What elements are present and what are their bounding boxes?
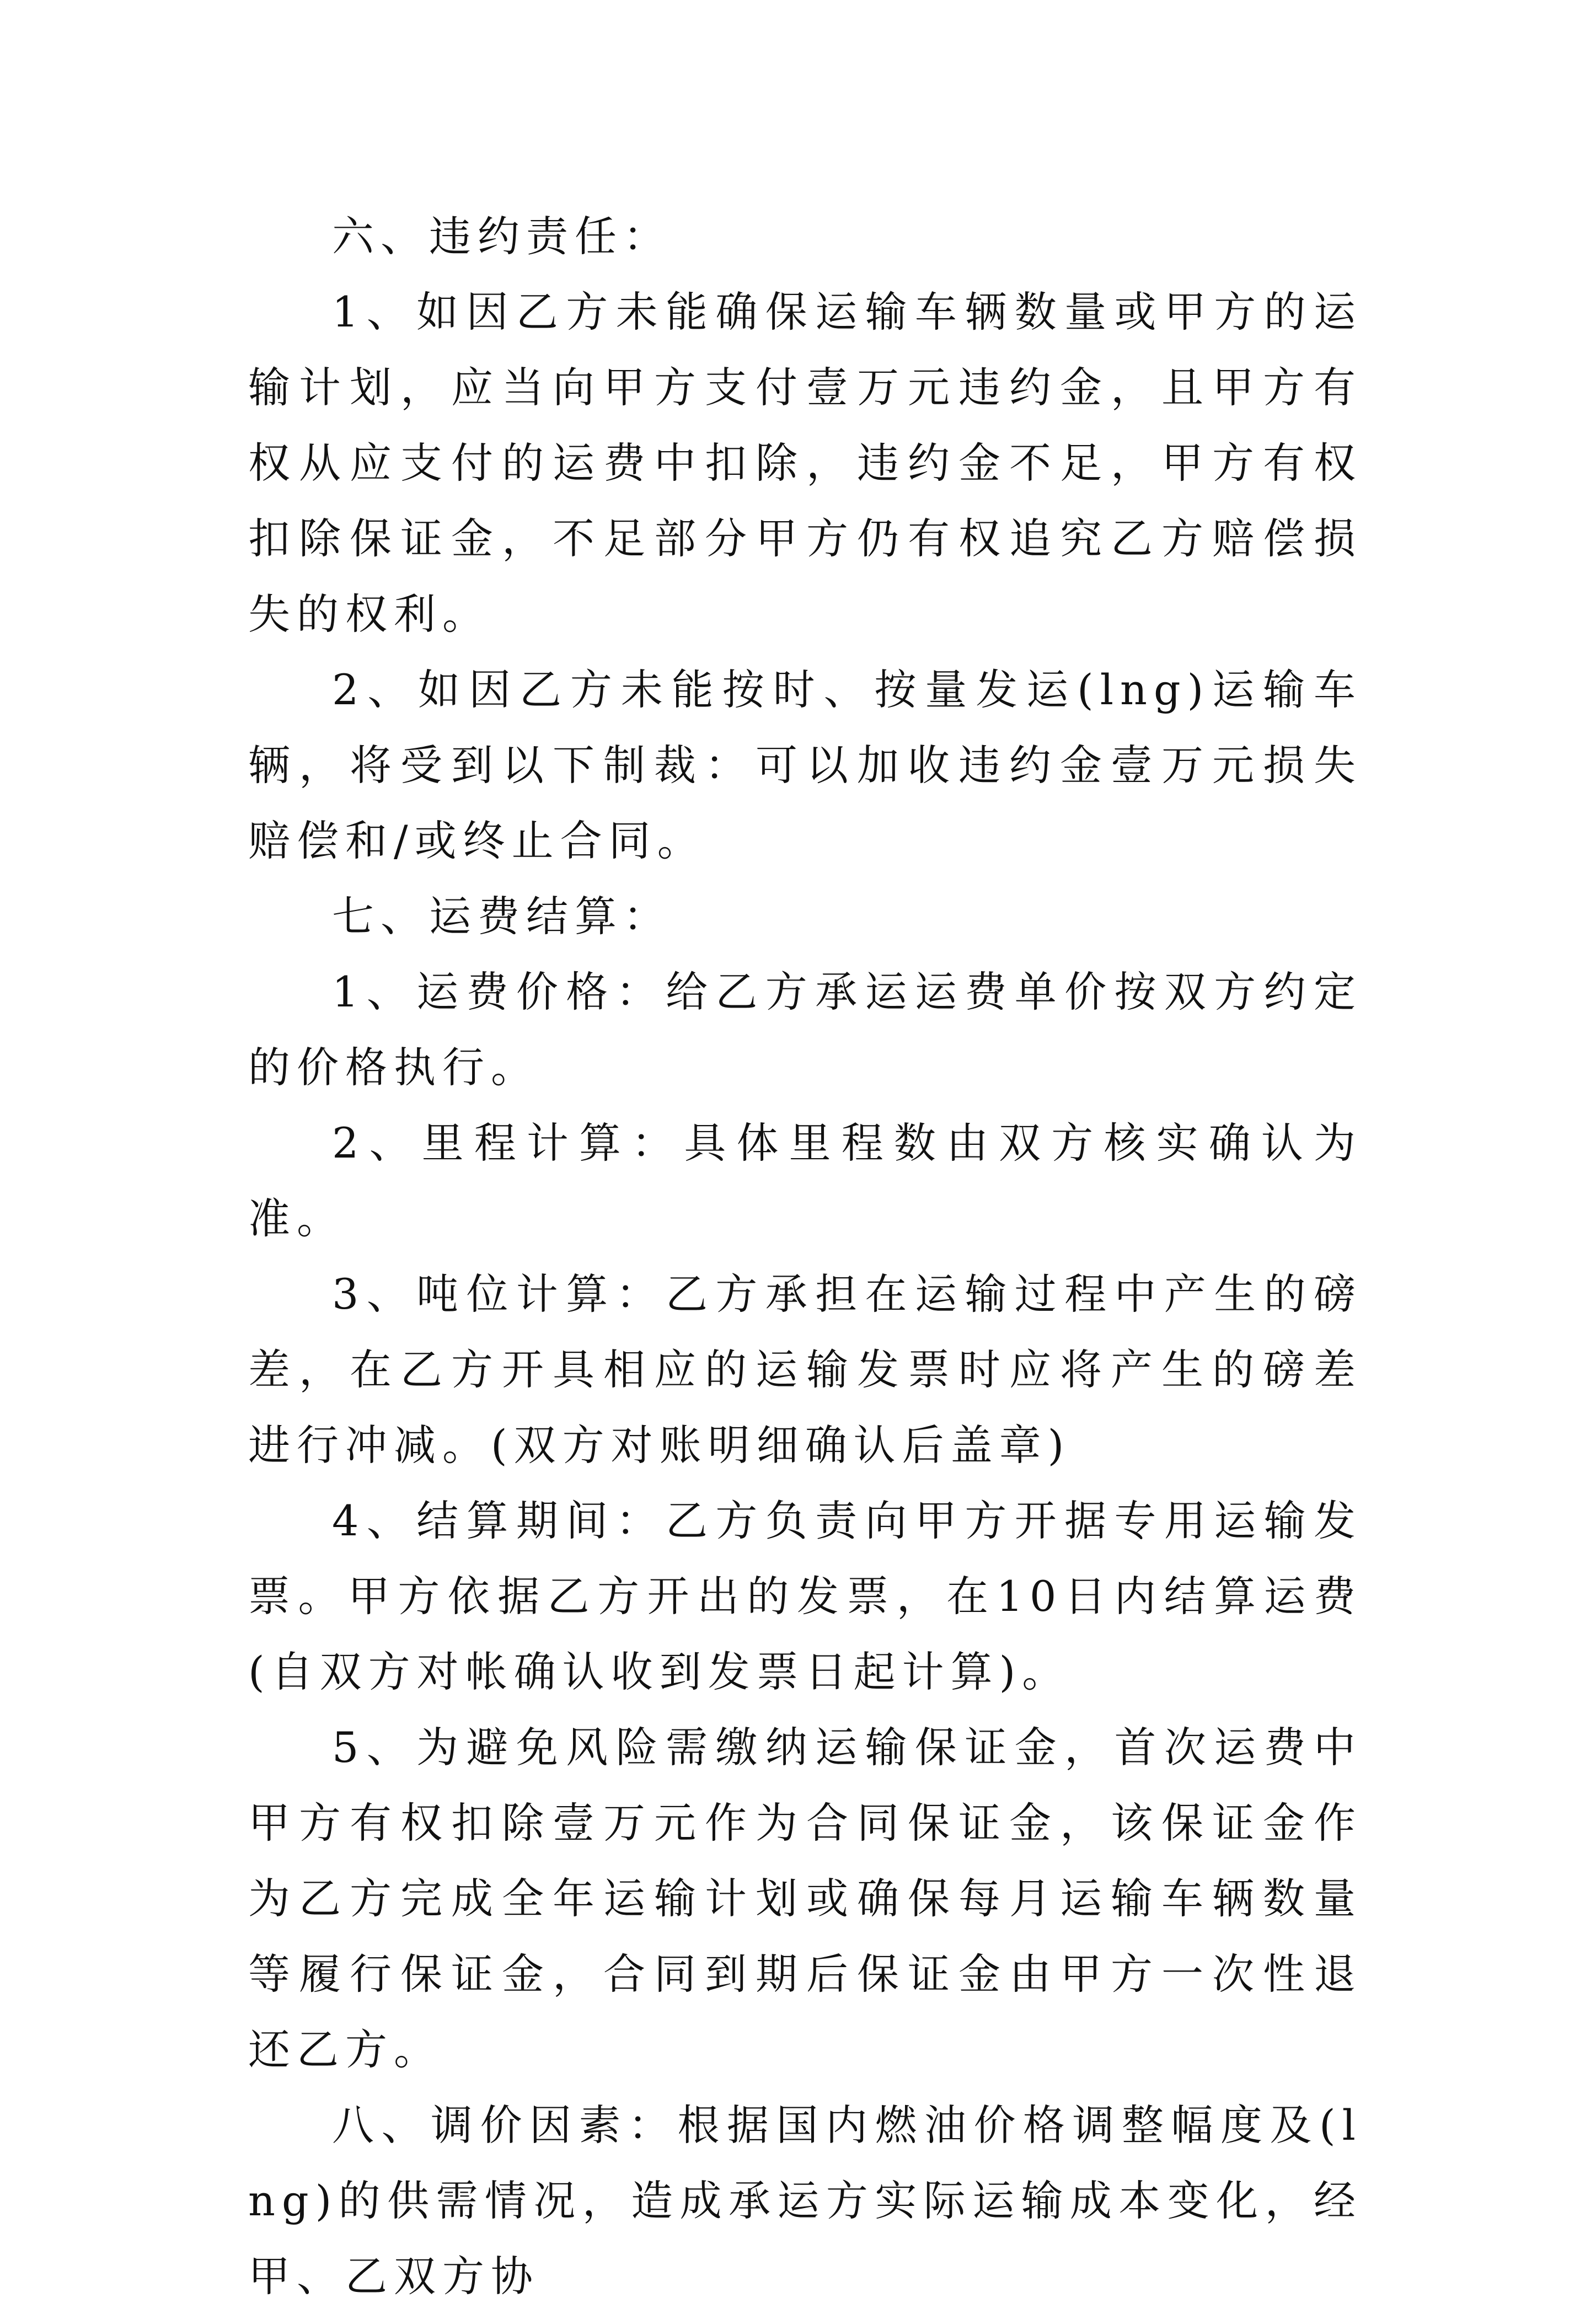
clause-paragraph: 3、吨位计算：乙方承担在运输过程中产生的磅差，在乙方开具相应的运输发票时应将产生的磅差进行冲减。(双方对账明细确认后盖章): [248, 1270, 1362, 1470]
clause-paragraph: 2、如因乙方未能按时、按量发运(lng)运输车辆，将受到以下制裁：可以加收违约金壹万元损失赔偿和/或终止合同。: [248, 665, 1362, 865]
section-heading-freight-settlement: 七、运费结算：: [332, 892, 672, 941]
section-heading-breach-liability: 六、违约责任：: [332, 212, 672, 261]
clause-paragraph: 4、结算期间：乙方负责向甲方开据专用运输发票。甲方依据乙方开出的发票，在10日内结算运费(自双方对帐确认收到发票日起计算)。: [248, 1496, 1362, 1696]
section-paragraph-price-adjustment: 八、调价因素：根据国内燃油价格调整幅度及(lng)的供需情况，造成承运方实际运输成本变化，经甲、乙双方协: [248, 2101, 1362, 2301]
clause-paragraph: 2、里程计算：具体里程数由双方核实确认为准。: [248, 1118, 1362, 1243]
document-body: [248, 199, 1362, 2314]
clause-paragraph: 1、运费价格：给乙方承运运费单价按双方约定的价格执行。: [248, 967, 1362, 1092]
clause-paragraph: 5、为避免风险需缴纳运输保证金，首次运费中甲方有权扣除壹万元作为合同保证金，该保证金作为乙方完成全年运输计划或确保每月运输车辆数量等履行保证金，合同到期后保证金由甲方一次性退还乙方。: [248, 1723, 1362, 2074]
clause-paragraph: 1、如因乙方未能确保运输车辆数量或甲方的运输计划，应当向甲方支付壹万元违约金，且甲方有权从应支付的运费中扣除，违约金不足，甲方有权扣除保证金，不足部分甲方仍有权追究乙方赔偿损失的权利。: [248, 287, 1362, 639]
